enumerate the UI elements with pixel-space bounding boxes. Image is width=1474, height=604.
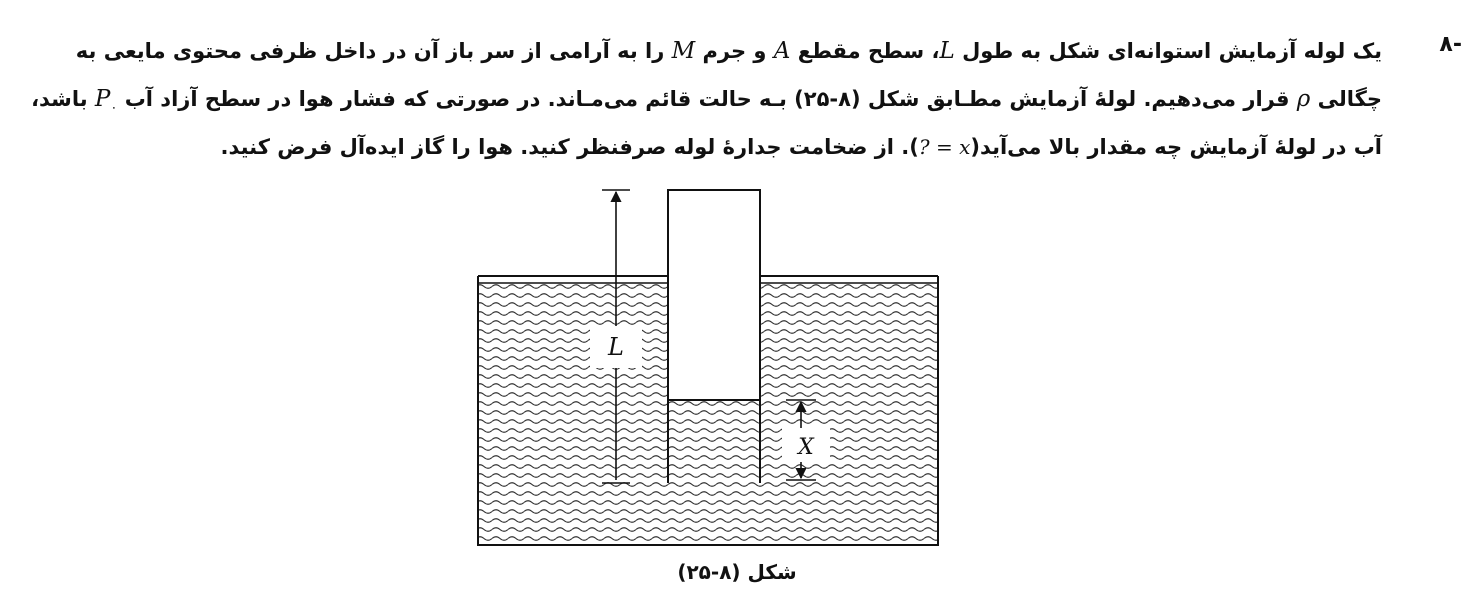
text-segment: آب در لولهٔ آزمایش چه مقدار بالا می‌آید(: [970, 135, 1382, 159]
label-X: X: [798, 435, 814, 460]
text-segment: باشد،: [31, 87, 88, 111]
problem-statement: [0, 26, 1474, 176]
text-segment: ). از ضخامت جدارهٔ لوله صرفنظر کنید. هوا را گاز ایده‌آل فرض کنید.: [220, 135, 919, 159]
variable-rho: ρ: [1296, 86, 1311, 112]
tube-air-column: [668, 190, 760, 400]
variable-L: L: [939, 38, 955, 64]
subscript-zero: ۰: [110, 100, 118, 116]
text-segment: چگالی: [1317, 87, 1382, 111]
variable-P0: [94, 86, 118, 116]
variable-x: x = ?: [918, 135, 971, 159]
variable-M: M: [671, 38, 696, 64]
text-segment: یک لوله آزمایش استوانه‌ای شکل به طول: [962, 39, 1382, 63]
text-segment: ، سطح مقطع: [797, 39, 940, 63]
variable-A: A: [773, 38, 791, 64]
problem-line-2: [31, 84, 1382, 124]
problem-line-1: [76, 36, 1382, 66]
variable-P: P: [94, 86, 111, 112]
problem-line-3: [220, 132, 1382, 162]
figure-caption: شکل (۸-۲۵): [677, 560, 797, 584]
problem-number: -۸: [1439, 32, 1462, 57]
test-tube-diagram: [460, 183, 960, 553]
text-segment: را به آرامی از سر باز آن در داخل ظرفی محتوی مایعی به: [75, 39, 665, 63]
label-L: L: [608, 333, 624, 361]
text-segment: قرار می‌دهیم. لولهٔ آزمایش مطـابق شکل (۸-۲۵) بـه حالت قائم می‌مـاند. در صورتی که فشار هوا در سطح آزاد آب: [124, 87, 1290, 111]
text-segment: و جرم: [702, 39, 767, 63]
